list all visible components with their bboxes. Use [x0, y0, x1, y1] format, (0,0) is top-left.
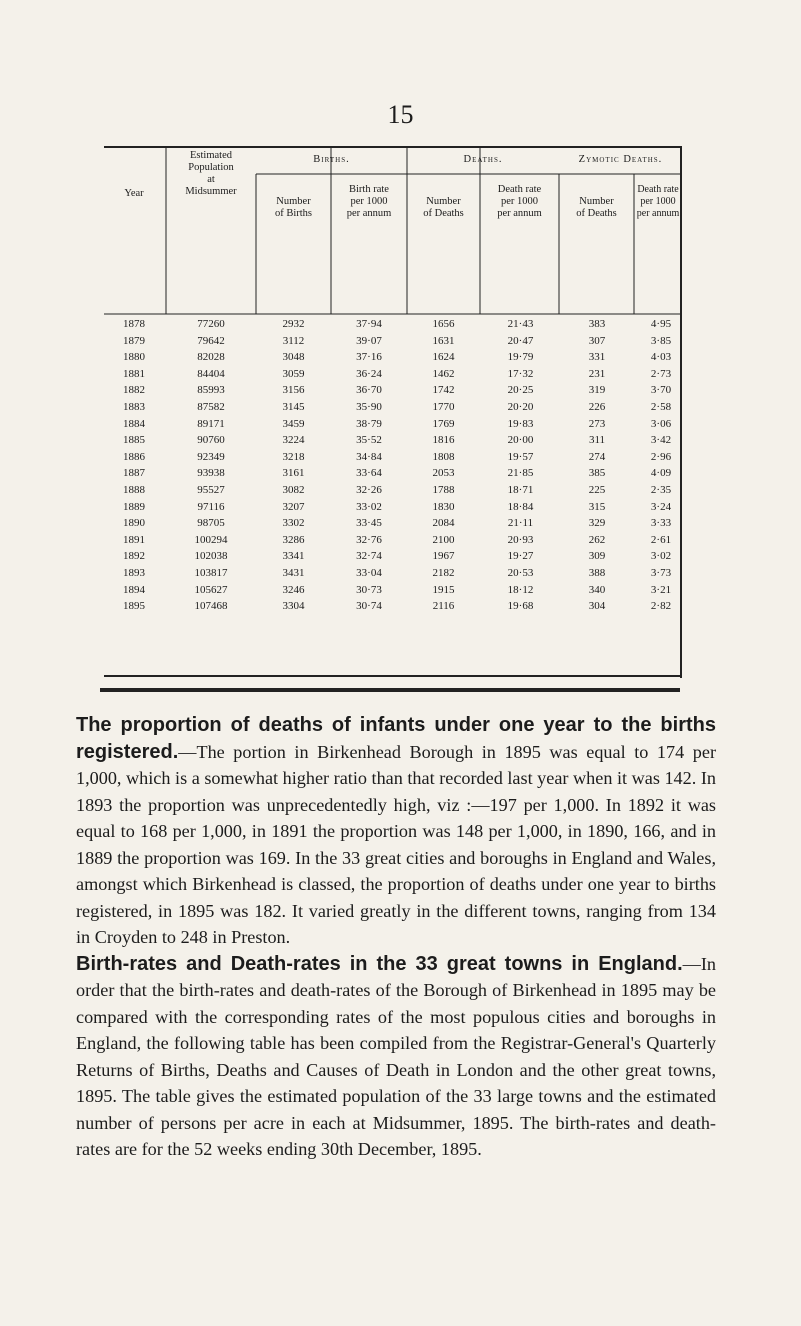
cell-births: 3207 [282, 500, 305, 513]
cell-zymotic-deaths: 329 [588, 517, 606, 530]
cell-deaths: 1656 [432, 318, 455, 330]
table-row [104, 550, 682, 567]
paragraph-body: —The portion in Birkenhead Borough in 1895 was equal to 174 per 1,000, which is a somewhat higher ratio than that recorded last year when it was 142. In 1893 the proportion was unprecedentedly high, viz :—197 per 1,000. In 1892 it was equal to 168 per 1,000, in 1891 the proportion was 148 per 1,000, in 1890, 166, and in 1889 the proportion was 169. In the 33 great cities and boroughs in England and Wales, amongst which Birkenhead is classed, the proportion of deaths under one year to births registered, in 1895 was 182. It varied greatly in the different towns, ranging from 134 in Croyden to 248 in Preston. [76, 741, 716, 947]
cell-deaths: 1915 [432, 583, 455, 596]
header-deaths-number-line1: Number [426, 196, 461, 207]
header-zymotic-rate-line1: Death rate [637, 184, 679, 195]
cell-births: 3246 [282, 583, 305, 596]
cell-year: 1891 [123, 533, 145, 546]
cell-birth-rate: 32·76 [356, 533, 382, 546]
cell-zymotic-deaths: 226 [588, 400, 606, 413]
cell-births: 3059 [282, 367, 305, 380]
cell-birth-rate: 37·94 [356, 318, 382, 330]
cell-deaths: 1769 [432, 417, 455, 430]
header-zymotic-group: Zymotic Deaths. [578, 154, 663, 165]
table-row [104, 600, 682, 617]
table-body [104, 318, 682, 617]
cell-zymotic-deaths: 304 [588, 600, 606, 613]
cell-zymotic-deaths: 273 [588, 417, 606, 430]
cell-birth-rate: 33·45 [356, 517, 382, 530]
cell-death-rate: 18·71 [507, 483, 534, 496]
cell-births: 3286 [282, 533, 305, 546]
cell-population: 95527 [197, 483, 225, 496]
cell-zymotic-rate: 3·42 [650, 434, 672, 447]
cell-birth-rate: 38·79 [356, 417, 382, 430]
header-births-number [256, 196, 331, 220]
cell-births: 3112 [282, 334, 305, 347]
cell-birth-rate: 33·02 [356, 500, 382, 513]
cell-zymotic-deaths: 385 [588, 467, 606, 480]
page-number: 15 [387, 100, 414, 129]
header-deaths-rate [480, 184, 559, 220]
table-row [104, 384, 682, 401]
cell-year: 1881 [123, 367, 145, 380]
cell-deaths: 1462 [432, 367, 455, 380]
cell-death-rate: 18·12 [507, 583, 534, 596]
cell-death-rate: 20·20 [507, 400, 534, 413]
cell-zymotic-deaths: 307 [588, 334, 606, 347]
table-row [104, 318, 682, 335]
vital-statistics-table [104, 146, 682, 678]
table-row [104, 467, 682, 484]
cell-zymotic-rate: 4·03 [650, 351, 672, 364]
cell-zymotic-deaths: 319 [588, 384, 606, 397]
table-row [104, 584, 682, 601]
table-row [104, 534, 682, 551]
cell-death-rate: 20·00 [507, 434, 534, 447]
paragraph-heading: Birth-rates and Death-rates in the 33 great towns in England. [76, 952, 683, 975]
cell-death-rate: 18·84 [507, 500, 534, 513]
header-zymotic-rate-line3: per annum [636, 208, 680, 219]
table-row [104, 401, 682, 418]
cell-birth-rate: 35·52 [356, 434, 382, 447]
table-row [104, 418, 682, 435]
paragraph-heading: The proportion of deaths of infants under one year to the births registered. [76, 714, 716, 763]
section-separator [100, 688, 680, 692]
cell-population: 103817 [194, 566, 228, 579]
body-text [76, 712, 716, 1163]
cell-zymotic-deaths: 315 [588, 500, 606, 513]
cell-zymotic-rate: 3·02 [650, 550, 672, 563]
header-zymotic-number [559, 196, 634, 220]
header-births-number-line1: Number [276, 196, 311, 207]
cell-year: 1885 [123, 434, 145, 447]
cell-deaths: 1742 [432, 384, 455, 397]
cell-death-rate: 21·85 [507, 467, 534, 480]
header-population-line3: at [207, 174, 215, 185]
header-population [166, 150, 256, 198]
cell-zymotic-deaths: 331 [588, 351, 606, 364]
cell-zymotic-deaths: 225 [588, 483, 606, 496]
cell-year: 1889 [123, 500, 145, 513]
cell-zymotic-rate: 3·06 [650, 417, 672, 430]
cell-death-rate: 19·27 [507, 550, 534, 563]
cell-year: 1884 [123, 417, 145, 430]
cell-population: 87582 [197, 400, 225, 413]
cell-birth-rate: 37·16 [356, 351, 382, 364]
cell-birth-rate: 30·73 [356, 583, 382, 596]
cell-zymotic-rate: 3·70 [650, 384, 672, 397]
cell-birth-rate: 33·64 [356, 467, 382, 480]
cell-year: 1893 [123, 566, 145, 579]
header-zymotic-rate-line2: per 1000 [640, 196, 676, 207]
cell-death-rate: 20·47 [507, 334, 534, 347]
header-year: Year [124, 188, 144, 199]
cell-births: 3156 [282, 384, 305, 397]
cell-death-rate: 20·53 [507, 566, 534, 579]
cell-death-rate: 20·93 [507, 533, 534, 546]
table-row [104, 517, 682, 534]
cell-death-rate: 19·83 [507, 417, 534, 430]
cell-zymotic-deaths: 274 [588, 450, 606, 463]
cell-births: 3302 [282, 517, 305, 530]
cell-year: 1882 [123, 384, 145, 397]
cell-deaths: 1624 [432, 351, 455, 364]
cell-year: 1886 [123, 450, 145, 463]
cell-birth-rate: 32·74 [356, 550, 382, 563]
cell-zymotic-deaths: 340 [588, 583, 606, 596]
cell-population: 97116 [197, 500, 225, 513]
cell-year: 1894 [123, 583, 145, 596]
cell-population: 90760 [197, 434, 225, 447]
cell-death-rate: 19·57 [507, 450, 534, 463]
cell-death-rate: 20·25 [507, 384, 534, 397]
cell-deaths: 2116 [432, 600, 455, 613]
cell-birth-rate: 34·84 [356, 450, 382, 463]
cell-birth-rate: 33·04 [356, 566, 382, 579]
cell-deaths: 1967 [432, 550, 455, 563]
cell-zymotic-rate: 3·85 [650, 334, 672, 347]
cell-zymotic-deaths: 311 [588, 434, 606, 447]
header-population-line1: Estimated [190, 150, 232, 161]
header-deaths-rate-line2: per 1000 [500, 196, 539, 207]
cell-zymotic-rate: 2·35 [650, 483, 672, 496]
cell-death-rate: 19·79 [507, 351, 534, 364]
header-deaths-number-line2: of Deaths [423, 208, 464, 219]
cell-zymotic-deaths: 231 [588, 367, 606, 380]
cell-zymotic-rate: 4·09 [650, 467, 672, 480]
cell-births: 3459 [282, 417, 305, 430]
cell-year: 1887 [123, 467, 145, 480]
table-row [104, 434, 682, 451]
cell-population: 82028 [197, 351, 225, 364]
cell-deaths: 1788 [432, 483, 455, 496]
table-row [104, 335, 682, 352]
table-row [104, 351, 682, 368]
cell-year: 1883 [123, 400, 145, 413]
cell-death-rate: 21·43 [507, 318, 534, 330]
cell-death-rate: 17·32 [507, 367, 534, 380]
cell-deaths: 2053 [432, 467, 455, 480]
cell-population: 93938 [197, 467, 225, 480]
cell-birth-rate: 32·26 [356, 483, 382, 496]
cell-year: 1878 [123, 318, 145, 330]
cell-births: 3304 [282, 600, 305, 613]
header-births-group: Births. [313, 154, 350, 165]
cell-death-rate: 21·11 [507, 517, 534, 530]
cell-population: 84404 [197, 367, 225, 380]
cell-year: 1895 [123, 600, 145, 613]
cell-population: 89171 [197, 417, 225, 430]
cell-zymotic-rate: 2·61 [650, 533, 672, 546]
cell-population: 79642 [197, 334, 225, 347]
cell-births: 3048 [282, 351, 305, 364]
cell-deaths: 1808 [432, 450, 455, 463]
cell-year: 1888 [123, 483, 145, 496]
cell-zymotic-deaths: 388 [588, 566, 606, 579]
cell-death-rate: 19·68 [507, 600, 534, 613]
header-deaths-rate-line1: Death rate [497, 184, 542, 195]
cell-zymotic-rate: 2·58 [650, 400, 672, 413]
header-deaths-group: Deaths. [463, 154, 503, 165]
table-row [104, 368, 682, 385]
cell-zymotic-rate: 2·73 [650, 367, 672, 380]
header-deaths-number [407, 196, 480, 220]
cell-zymotic-rate: 3·73 [650, 566, 672, 579]
cell-zymotic-rate: 4·95 [650, 318, 672, 330]
cell-births: 3431 [282, 566, 305, 579]
cell-births: 3082 [282, 483, 305, 496]
cell-births: 3145 [282, 400, 305, 413]
table-row [104, 567, 682, 584]
cell-deaths: 2100 [432, 533, 455, 546]
cell-population: 85993 [197, 384, 225, 397]
header-births-number-line2: of Births [274, 208, 313, 219]
cell-deaths: 1770 [432, 400, 455, 413]
cell-deaths: 1816 [432, 434, 455, 447]
cell-deaths: 2182 [432, 566, 455, 579]
cell-birth-rate: 30·74 [356, 600, 382, 613]
cell-population: 100294 [194, 533, 228, 546]
cell-zymotic-rate: 3·33 [650, 517, 672, 530]
cell-zymotic-deaths: 383 [588, 318, 606, 330]
cell-births: 3341 [282, 550, 305, 563]
cell-birth-rate: 36·24 [356, 367, 382, 380]
cell-birth-rate: 36·70 [356, 384, 382, 397]
header-population-line2: Population [188, 162, 234, 173]
cell-deaths: 2084 [432, 517, 455, 530]
cell-year: 1892 [123, 550, 145, 563]
header-zymotic-number-line1: Number [579, 196, 614, 207]
cell-population: 102038 [194, 550, 228, 563]
cell-birth-rate: 35·90 [356, 400, 382, 413]
table-row [104, 451, 682, 468]
header-births-rate-line1: Birth rate [349, 184, 389, 195]
cell-zymotic-deaths: 309 [588, 550, 606, 563]
paragraph-infant-deaths [76, 712, 716, 951]
cell-birth-rate: 39·07 [356, 334, 382, 347]
cell-year: 1890 [123, 517, 145, 530]
cell-year: 1879 [123, 334, 145, 347]
table-row [104, 501, 682, 518]
cell-population: 107468 [194, 600, 228, 613]
cell-deaths: 1631 [432, 334, 455, 347]
paragraph-body: —In order that the birth-rates and death-rates of the Borough of Birkenhead in 1895 may be compared with the corresponding rates of the most populous cities and boroughs in England, the following table has been compiled from the Registrar-General's Quarterly Returns of Births, Deaths and Causes of Death in London and the other great towns, 1895. The table gives the estimated population of the 33 large towns and the estimated number of persons per acre in each at Midsummer, 1895. The birth-rates and death-rates are for the 52 weeks ending 30th December, 1895. [76, 953, 716, 1159]
header-zymotic-rate [634, 184, 682, 220]
cell-population: 92349 [197, 450, 225, 463]
cell-zymotic-rate: 3·24 [650, 500, 672, 513]
cell-population: 77260 [197, 318, 225, 330]
cell-births: 3218 [282, 450, 305, 463]
cell-births: 3161 [282, 467, 305, 480]
header-births-rate [331, 184, 407, 220]
cell-year: 1880 [123, 351, 145, 364]
table-row [104, 484, 682, 501]
header-deaths-rate-line3: per annum [497, 208, 542, 219]
header-births-rate-line2: per 1000 [350, 196, 388, 207]
cell-births: 3224 [282, 434, 305, 447]
cell-zymotic-deaths: 262 [588, 533, 606, 546]
header-zymotic-number-line2: of Deaths [576, 208, 617, 219]
cell-deaths: 1830 [432, 500, 455, 513]
cell-births: 2932 [282, 318, 305, 330]
cell-zymotic-rate: 2·82 [650, 600, 672, 613]
cell-zymotic-rate: 3·21 [650, 583, 672, 596]
cell-zymotic-rate: 2·96 [650, 450, 672, 463]
paragraph-great-towns [76, 951, 716, 1163]
header-births-rate-line3: per annum [346, 208, 392, 219]
cell-population: 105627 [194, 583, 228, 596]
cell-population: 98705 [197, 517, 225, 530]
header-population-line4: Midsummer [185, 186, 237, 197]
